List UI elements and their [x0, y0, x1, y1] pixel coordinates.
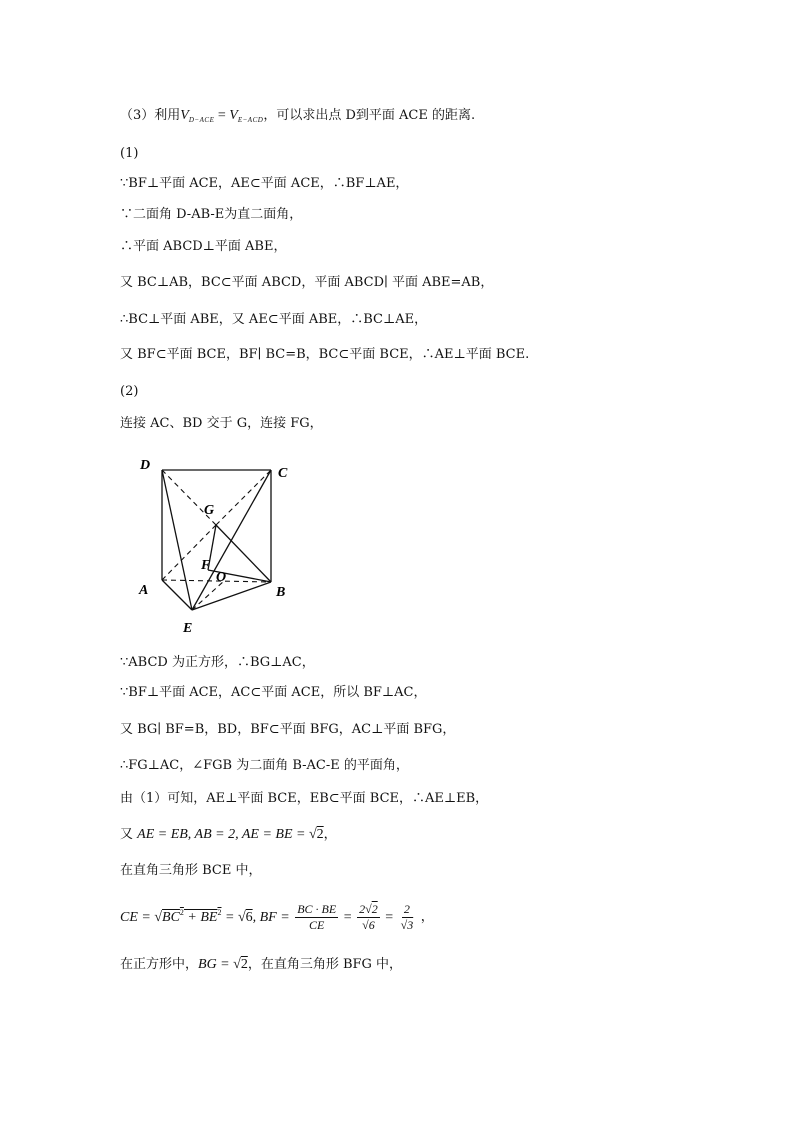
- text-line-5: ∴平面 ABCD⊥平面 ABE，: [120, 239, 287, 254]
- l16-rad: 2: [316, 827, 324, 842]
- sqrt-symbol: √: [154, 909, 163, 925]
- l19-rad: 2: [240, 957, 248, 972]
- text-line-6: 又 BC⊥AB，BC⊂平面 ABCD，平面 ABCD∣ 平面 ABE=AB，: [120, 275, 494, 290]
- edge-eo-dashed: [192, 581, 224, 610]
- text-line-18: [120, 902, 434, 933]
- text-line-13: 又 BG∣ BF=B，BD，BF⊂平面 BFG，AC⊥平面 BFG，: [120, 722, 456, 737]
- text-line-19: [120, 956, 402, 974]
- l16-pre: 又: [120, 827, 138, 842]
- l19-post: ，在直角三角形 BFG 中，: [247, 957, 403, 972]
- fraction-2-over-sqrt3: [399, 902, 416, 933]
- f1-num: BC · BE: [297, 902, 337, 916]
- text-line-9: (2): [120, 384, 139, 399]
- f3-den: √3: [400, 918, 414, 932]
- l18-b: =: [221, 909, 238, 925]
- label-d: D: [140, 458, 151, 473]
- text-line-2: (1): [120, 146, 139, 161]
- text-line-12: ∵BF⊥平面 ACE，AC⊂平面 ACE，所以 BF⊥AC，: [120, 685, 427, 700]
- f2-num-rad: 2: [371, 902, 378, 916]
- v1: V: [180, 108, 189, 123]
- f2-den: √6: [362, 918, 375, 932]
- text-line-11: ∵ABCD 为正方形，∴BG⊥AC，: [120, 655, 315, 670]
- edge-ae: [162, 580, 192, 610]
- l18-exp-1: 2: [179, 907, 184, 917]
- text-line-7: ∴BC⊥平面 ABE，又 AE⊂平面 ABE，∴BC⊥AE，: [120, 312, 428, 327]
- text-line-4: ∵二面角 D-AB-E为直二面角，: [120, 207, 303, 222]
- v2: V: [229, 108, 238, 123]
- l1-pre: （3）利用: [120, 108, 181, 123]
- radicand-bc-be: [162, 907, 222, 925]
- edge-eb: [192, 582, 271, 610]
- fraction-2sqrt2-over-sqrt6: [357, 902, 380, 933]
- edge-ec: [192, 470, 271, 610]
- fraction-bc-be-over-ce: [295, 902, 338, 933]
- label-a: A: [139, 583, 149, 598]
- l1-post: ，可以求出点 D到平面 ACE 的距离.: [263, 108, 476, 123]
- label-e: E: [183, 621, 193, 636]
- v2-sub: E−ACD: [237, 116, 264, 124]
- text-line-14: ∴FG⊥AC，∠FGB 为二面角 B-AC-E 的平面角，: [120, 758, 409, 773]
- text-line-8: 又 BF⊂平面 BCE，BF∣ BC=B，BC⊂平面 BCE，∴AE⊥平面 BCE.: [120, 347, 530, 362]
- sqrt-symbol: √: [308, 827, 317, 842]
- l18-rad-a: BC: [162, 909, 180, 925]
- text-line-3: ∵BF⊥平面 ACE，AE⊂平面 ACE，∴BF⊥AE，: [120, 176, 409, 191]
- edge-de: [162, 470, 192, 610]
- label-c: C: [278, 466, 288, 481]
- l18-a: CE =: [120, 909, 155, 925]
- l19-pre: 在正方形中，: [120, 957, 199, 972]
- text-line-17: 在直角三角形 BCE 中，: [120, 863, 262, 878]
- l18-rad-plus: + BE: [183, 909, 218, 925]
- l18-exp-2: 2: [217, 907, 222, 917]
- label-f: F: [201, 558, 211, 573]
- edge-gc-dashed: [216, 470, 271, 525]
- text-line-15: 由（1）可知，AE⊥平面 BCE，EB⊂平面 BCE，∴AE⊥EB，: [120, 791, 489, 806]
- text-line-10: 连接 AC、BD 交于 G，连接 FG，: [120, 416, 323, 431]
- text-line-16: [120, 826, 337, 844]
- l16-math: AE = EB, AB = 2, AE = BE =: [137, 827, 309, 842]
- label-o: O: [216, 570, 227, 585]
- label-g: G: [204, 503, 215, 518]
- f2-den-rad: 6: [368, 918, 375, 932]
- l16-post: ，: [323, 827, 337, 842]
- l19-math: BG =: [198, 957, 234, 972]
- text-line-1: [120, 107, 475, 129]
- sqrt-symbol: √: [233, 957, 241, 972]
- f3-den-rad: 3: [407, 918, 414, 932]
- f2-num: 2√2: [359, 902, 378, 916]
- label-b: B: [276, 585, 286, 600]
- l18-eq-1: =: [340, 909, 356, 925]
- l18-post: ，: [420, 909, 434, 925]
- v1-sub: D−ACE: [188, 116, 215, 124]
- l18-eq-2: =: [381, 909, 397, 925]
- formula-v-dace: [180, 108, 263, 123]
- f1-den: CE: [309, 918, 325, 932]
- f2-num-pre: 2: [359, 902, 366, 916]
- formula-bg: [198, 957, 248, 972]
- l18-c: , BF =: [252, 909, 294, 925]
- eq: =: [214, 108, 230, 123]
- geometry-figure: [130, 450, 310, 640]
- f3-num: 2: [403, 902, 410, 916]
- sqrt-symbol: √: [237, 909, 246, 925]
- l18-rad-b: 6: [245, 909, 253, 925]
- formula-ae-eb: [137, 827, 324, 842]
